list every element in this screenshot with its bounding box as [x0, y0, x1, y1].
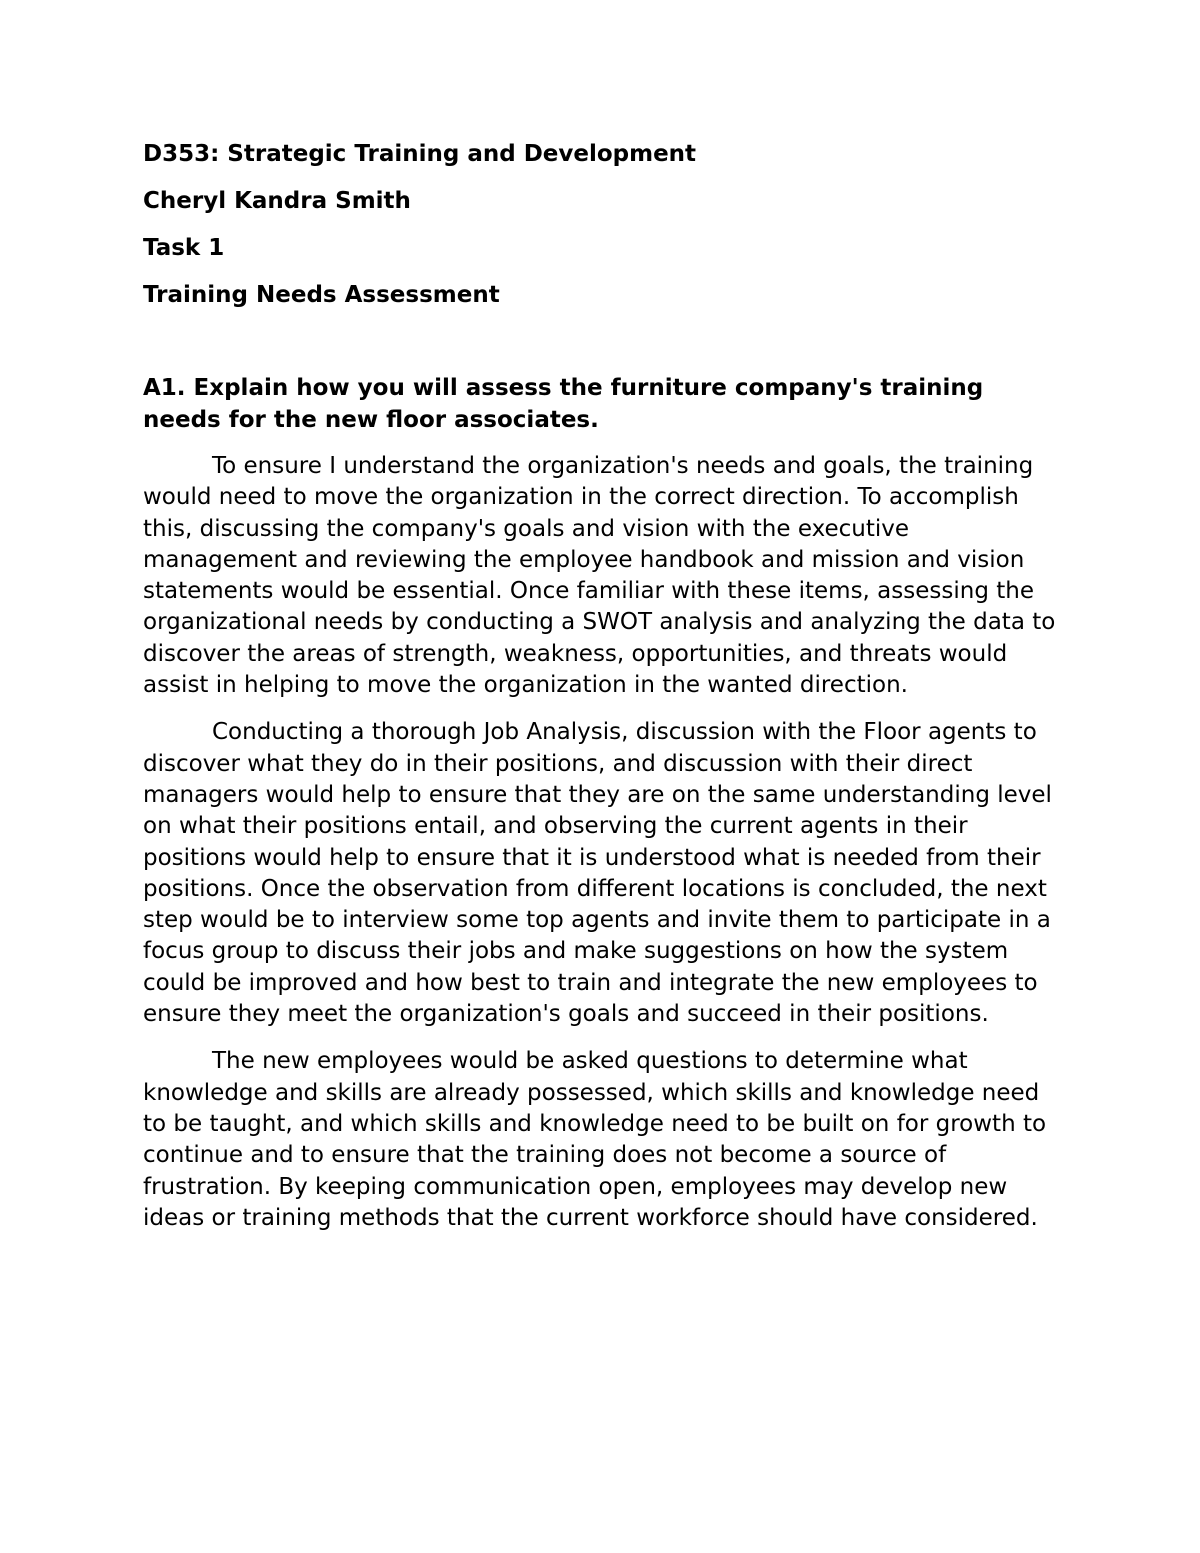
author-name: Cheryl Kandra Smith: [143, 188, 411, 214]
body-paragraph: The new employees would be asked questions to determine what knowledge and skills are already possessed, which skills and knowledge need to be taught, and which skills and knowledge need to be built on for growth to continue and to ensure that the training does not become a source of frustration. By keeping communication open, employees may develop new ideas or training methods that the current workforce should have considered.: [143, 1048, 1047, 1231]
course-title: D353: Strategic Training and Development: [143, 141, 697, 167]
body-paragraph: To ensure I understand the organization's needs and goals, the training would need to move the organization in the correct direction. To accomplish this, discussing the company's goals and vision with the executive management and reviewing the employee handbook and mission and vision statements would be essential. Once familiar with these items, assessing the organizational needs by conducting a SWOT analysis and analyzing the data to discover the areas of strength, weakness, opportunities, and threats would assist in helping to move the organization in the wanted direction.: [143, 453, 1056, 699]
document-title: Training Needs Assessment: [143, 282, 500, 308]
spacer: [143, 326, 1063, 372]
body-paragraph: Conducting a thorough Job Analysis, discussion with the Floor agents to discover what they do in their positions, and discussion with their direct managers would help to ensure that they are on the same understanding level on what their positions entail, and observing the current agents in their positions would help to ensure that it is understood what is needed from their positions. Once the observation from different locations is concluded, the next step would be to interview some top agents and invite them to participate in a focus group to discuss their jobs and make suggestions on how the system could be improved and how best to train and integrate the new employees to ensure they meet the organization's goals and succeed in their positions.: [143, 719, 1052, 1028]
section-question: A1. Explain how you will assess the furniture company's training needs for the new floor associates.: [143, 375, 984, 433]
task-label: Task 1: [143, 235, 225, 261]
document-page: [143, 138, 1063, 1250]
section-a1: [143, 372, 1063, 1234]
